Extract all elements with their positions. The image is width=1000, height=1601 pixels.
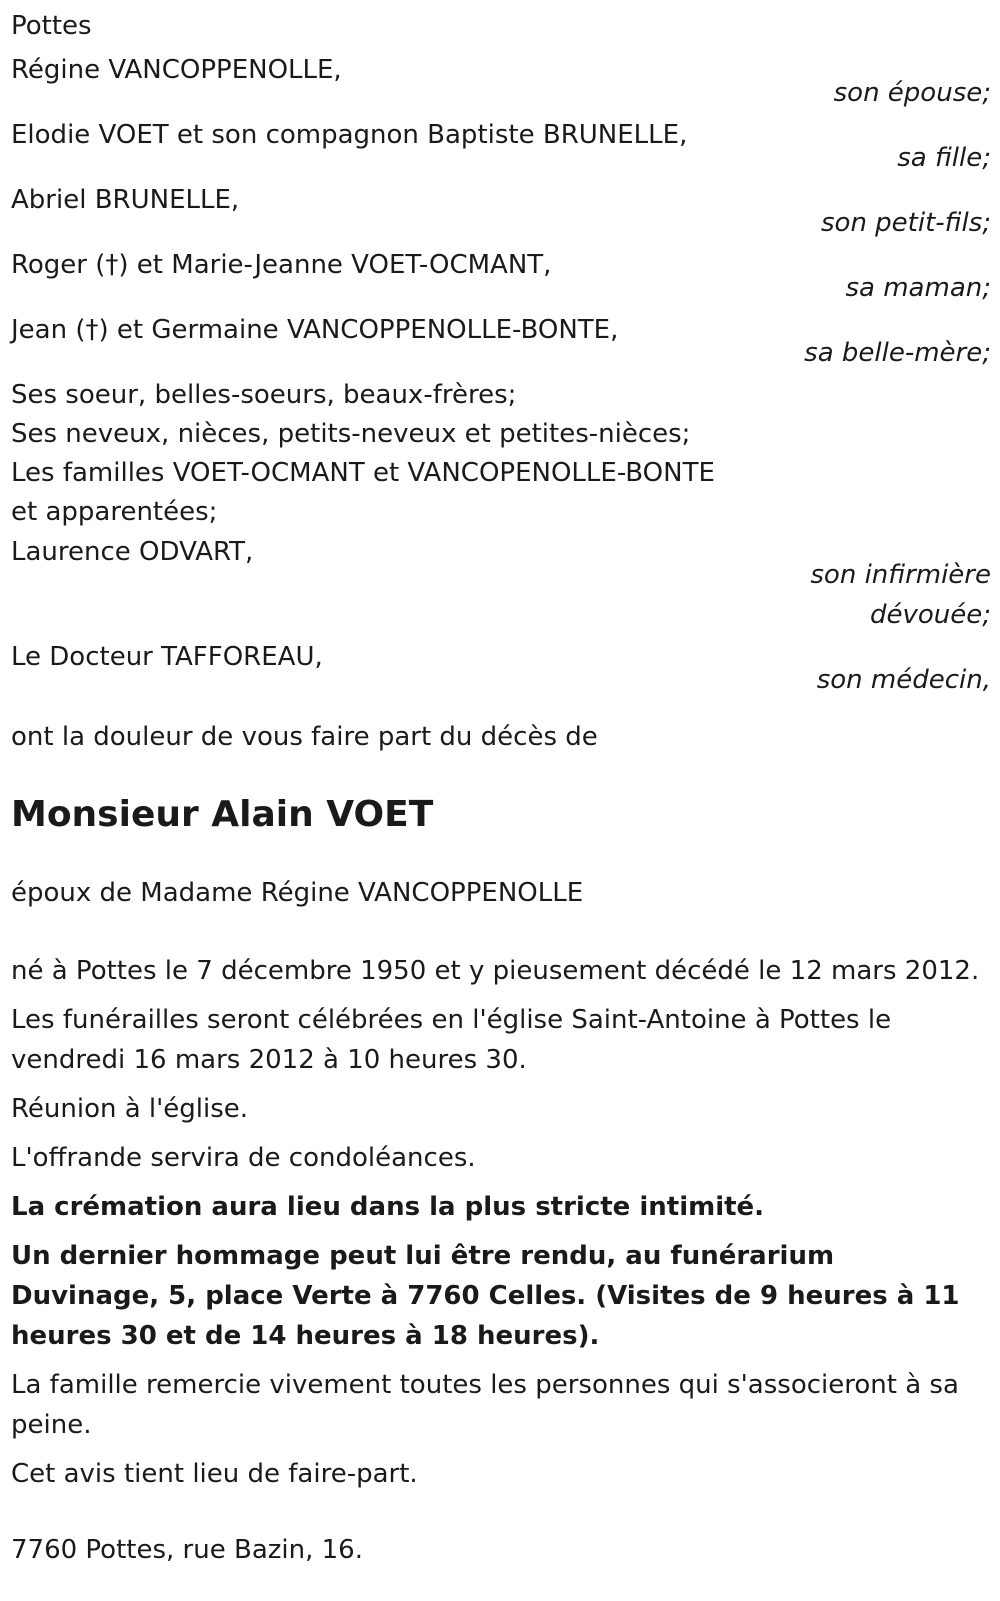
family-relation: sa maman; [845, 273, 991, 303]
relatives-line: Les familles VOET-OCMANT et VANCOPENOLLE-BONTE [11, 458, 715, 488]
offering-line: L'offrande servira de condoléances. [11, 1143, 476, 1173]
family-relation: son petit-fils; [820, 208, 991, 238]
family-entry [11, 180, 991, 243]
funeral-details: Les funérailles seront célébrées en l'église Saint-Antoine à Pottes le vendredi 16 mars 2012 à 10 heures 30. [11, 1005, 892, 1075]
family-entry [11, 310, 991, 373]
spouse-line: époux de Madame Régine VANCOPPENOLLE [11, 878, 584, 908]
family-relation: sa fille; [897, 143, 991, 173]
other-relatives [11, 375, 991, 532]
birth-death-line: né à Pottes le 7 décembre 1950 et y pieusement décédé le 12 mars 2012. [11, 956, 980, 986]
doctor-name: Le Docteur TAFFOREAU, [11, 642, 323, 672]
family-name: Régine VANCOPPENOLLE, [11, 55, 342, 85]
nurse-name: Laurence ODVART, [11, 537, 254, 567]
family-name: Roger (†) et Marie-Jeanne VOET-OCMANT, [11, 250, 552, 280]
cremation-line: La crémation aura lieu dans la plus stricte intimité. [11, 1192, 765, 1222]
town-header: Pottes [11, 11, 92, 41]
thanks-line: La famille remercie vivement toutes les personnes qui s'associeront à sa peine. [11, 1370, 959, 1440]
address-line: 7760 Pottes, rue Bazin, 16. [11, 1535, 363, 1565]
nurse-relation: dévouée; [869, 600, 991, 630]
nurse-relation: son infirmière [810, 560, 991, 590]
doctor-entry [11, 637, 991, 700]
family-name: Jean (†) et Germaine VANCOPPENOLLE-BONTE, [11, 315, 619, 345]
family-entry [11, 115, 991, 178]
family-entry [11, 50, 991, 113]
relatives-line: Ses soeur, belles-soeurs, beaux-frères; [11, 380, 517, 410]
obituary-notice [11, 6, 991, 1570]
notice-line: Cet avis tient lieu de faire-part. [11, 1459, 418, 1489]
family-entry [11, 245, 991, 308]
announcement-text: ont la douleur de vous faire part du décès de [11, 722, 598, 752]
family-relation: sa belle-mère; [804, 338, 991, 368]
relatives-line: et apparentées; [11, 497, 218, 527]
meeting-line: Réunion à l'église. [11, 1094, 249, 1124]
nurse-entry [11, 532, 991, 635]
doctor-relation: son médecin, [816, 665, 991, 695]
relatives-line: Ses neveux, nièces, petits-neveux et petites-nièces; [11, 419, 691, 449]
deceased-name: Monsieur Alain VOET [11, 794, 434, 835]
family-name: Abriel BRUNELLE, [11, 185, 240, 215]
family-name: Elodie VOET et son compagnon Baptiste BRUNELLE, [11, 120, 688, 150]
homage-details: Un dernier hommage peut lui être rendu, au funérarium Duvinage, 5, place Verte à 7760 Celles. (Visites de 9 heures à 11 heures 30 et de 14 heures à 18 heures). [11, 1241, 960, 1351]
family-relation: son épouse; [833, 78, 991, 108]
